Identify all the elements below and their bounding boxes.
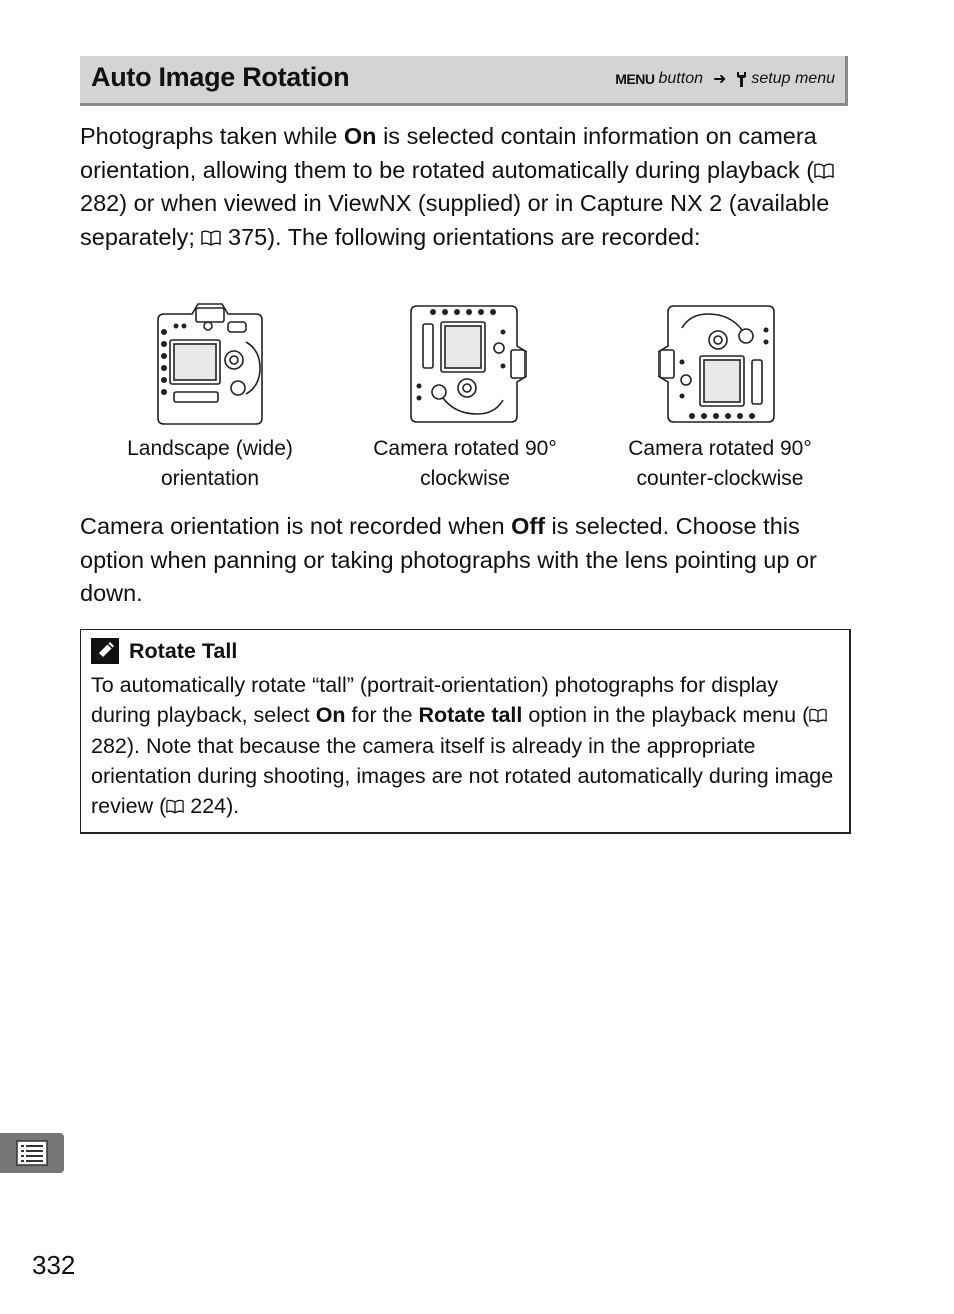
caption-line: counter-clockwise	[636, 467, 804, 490]
book-icon	[201, 230, 221, 246]
off-paragraph	[80, 510, 860, 611]
arrow-icon: ➜	[712, 71, 727, 88]
caption-line: Landscape (wide)	[127, 437, 293, 460]
wrench-icon	[736, 71, 747, 88]
book-icon	[814, 163, 834, 179]
section-header	[80, 56, 848, 106]
pencil-note-icon	[91, 638, 119, 664]
intro-ref-282: 282	[80, 190, 120, 217]
menu-list-icon	[16, 1140, 48, 1166]
intro-text-4: ). The following orientations are recorded:	[267, 224, 701, 251]
book-icon	[809, 708, 827, 723]
orientation-figures	[90, 302, 850, 502]
figure-landscape	[90, 302, 330, 494]
caption-line: Camera rotated 90°	[373, 437, 557, 460]
caption-line: orientation	[160, 467, 260, 490]
note-body	[91, 670, 841, 821]
intro-text-2: is selected contain information on camera orientation, allowing them to be rotated automatically during playback (	[80, 123, 817, 183]
intro-ref-375: 375	[228, 224, 268, 251]
caption-line: Camera rotated 90°	[628, 437, 812, 460]
off-text-1: Camera orientation is not recorded when	[80, 513, 512, 539]
note-title: Rotate Tall	[129, 638, 238, 663]
intro-text-1: Photographs taken while	[80, 123, 344, 149]
off-text-2: is selected. Choose this option when panning or taking photographs with the lens pointing up or down.	[80, 513, 817, 607]
page-number: 332	[32, 1250, 76, 1280]
caption-counter-clockwise	[600, 434, 840, 494]
button-word: button	[658, 70, 703, 87]
caption-clockwise	[345, 434, 585, 494]
caption-line: clockwise	[420, 467, 510, 490]
camera-clockwise-icon	[403, 302, 527, 426]
camera-landscape-icon	[148, 302, 272, 426]
page-title: Auto Image Rotation	[91, 62, 350, 92]
camera-counter-clockwise-icon	[658, 302, 782, 426]
figure-clockwise	[345, 302, 585, 494]
caption-landscape	[90, 434, 330, 494]
setup-menu-label: setup menu	[751, 70, 835, 87]
note-on-term: On	[315, 703, 346, 728]
note-ref-282: 282	[91, 733, 127, 758]
book-icon	[166, 799, 184, 814]
intro-text-3: ) or when viewed in ViewNX (supplied) or in Capture NX 2 (available separately;	[80, 190, 830, 251]
section-tab[interactable]	[0, 1133, 64, 1173]
note-header	[91, 638, 237, 664]
intro-paragraph	[80, 120, 860, 255]
note-rotate-tall-term: Rotate tall	[418, 703, 523, 728]
menu-button-label: MENU	[615, 71, 655, 87]
note-text-4: ). Note that because the camera itself is already in the appropriate orientation during shooting, images are not rotated automatically during image review (	[91, 733, 834, 819]
menu-path	[615, 69, 835, 89]
off-term: Off	[511, 513, 546, 539]
note-text-5: ).	[226, 794, 240, 819]
rotate-tall-note	[80, 629, 851, 834]
note-text-3: option in the playback menu (	[522, 703, 810, 728]
note-text-2: for the	[345, 703, 419, 728]
intro-on-term: On	[343, 123, 377, 149]
note-ref-224: 224	[190, 794, 227, 819]
figure-counter-clockwise	[600, 302, 840, 494]
note-text-1: To automatically rotate “tall” (portrait-orientation) photographs for display during playback, select	[91, 673, 779, 728]
